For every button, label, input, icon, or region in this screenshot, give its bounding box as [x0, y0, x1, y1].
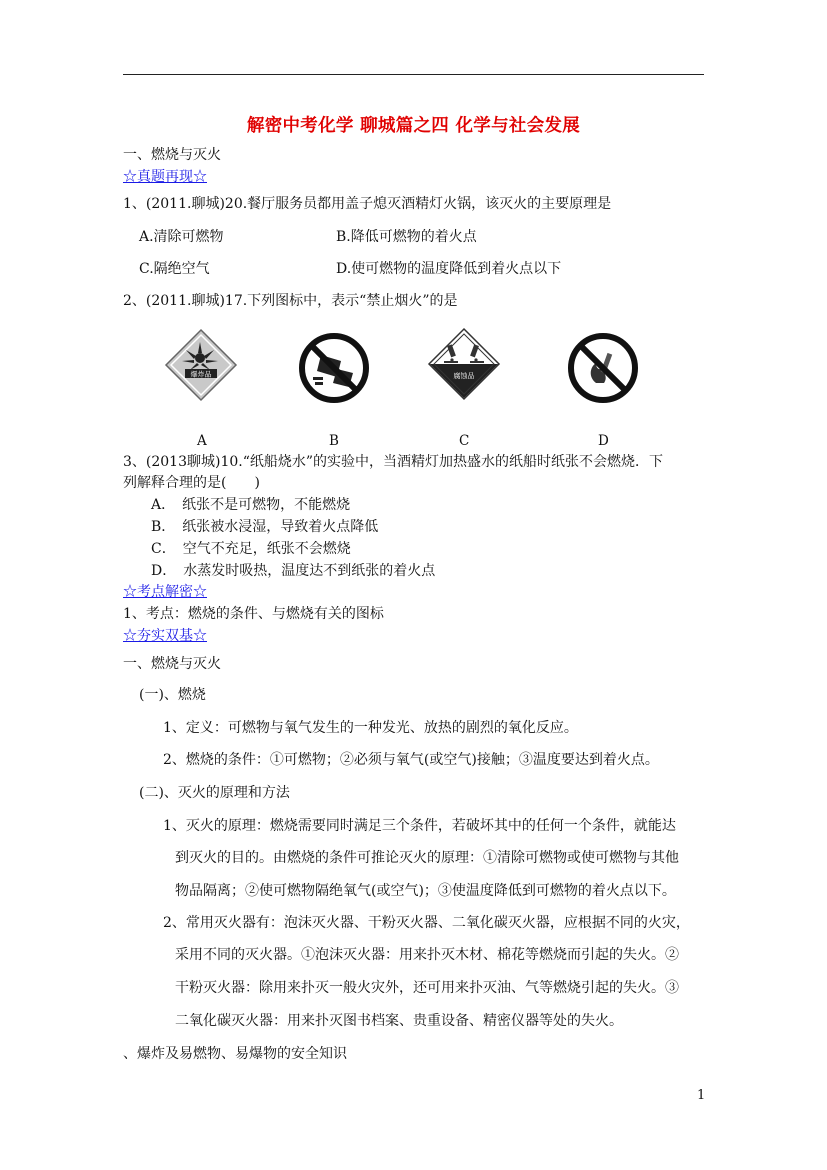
extinguish-principle-line3: 物品隔离；②使可燃物隔绝氧气(或空气)；③使温度降低到可燃物的着火点以下。	[175, 883, 676, 899]
corrosive-hazard-icon	[427, 327, 501, 401]
question-1-option-b: B.降低可燃物的着火点	[336, 229, 477, 245]
no-fire-sign-icon	[566, 331, 640, 405]
section-2-heading: 、爆炸及易燃物、易爆物的安全知识	[123, 1046, 347, 1062]
icon-label-d: D	[598, 433, 609, 449]
corrosive-icon-label: 腐蚀品	[453, 372, 475, 380]
extinguisher-types-line4: 二氧化碳灭火器：用来扑灭图书档案、贵重设备、精密仪器等处的失火。	[175, 1013, 623, 1029]
question-1-option-c: C.隔绝空气	[139, 261, 210, 277]
fundamentals-link[interactable]: ☆夯实双基☆	[123, 628, 207, 644]
question-1-option-a: A.清除可燃物	[139, 229, 224, 245]
key-points-link[interactable]: ☆考点解密☆	[123, 584, 207, 600]
section-heading: 一、燃烧与灭火	[123, 147, 221, 163]
subsection-combustion: (一)、燃烧	[139, 687, 206, 703]
icon-label-b: B	[329, 433, 339, 449]
question-1-stem: 1、(2011.聊城)20.餐厅服务员都用盖子熄灭酒精灯火锅，该灭火的主要原理是	[123, 196, 612, 212]
icon-label-a: A	[197, 433, 207, 449]
question-3-option-c: C． 空气不充足，纸张不会燃烧	[151, 541, 351, 557]
combustion-definition: 1、定义：可燃物与氧气发生的一种发光、放热的剧烈的氧化反应。	[163, 720, 578, 736]
question-3-stem-line1: 3、(2013聊城)10.“纸船烧水”的实验中，当酒精灯加热盛水的纸船时纸张不会燃烧．下	[123, 454, 664, 470]
question-3-option-b: B． 纸张被水浸湿，导致着火点降低	[151, 519, 379, 535]
question-3-option-a: A． 纸张不是可燃物，不能燃烧	[151, 497, 351, 513]
question-3-stem-line2: 列解释合理的是( )	[123, 475, 260, 491]
explosive-icon-label: 爆炸品	[190, 370, 212, 379]
extinguish-principle-line2: 到灭火的目的。由燃烧的条件可推论灭火的原理：①清除可燃物或使可燃物与其他	[175, 850, 679, 866]
real-questions-link[interactable]: ☆真题再现☆	[123, 169, 207, 185]
explosive-hazard-icon	[164, 328, 238, 402]
question-1-option-d: D.使可燃物的温度降低到着火点以下	[336, 261, 562, 277]
key-point-1: 1、考点：燃烧的条件、与燃烧有关的图标	[123, 606, 384, 622]
icon-label-c: C	[459, 433, 470, 449]
page-title: 解密中考化学 聊城篇之四 化学与社会发展	[246, 116, 581, 136]
question-3-option-d: D． 水蒸发时吸热，温度达不到纸张的着火点	[151, 563, 436, 579]
subsection-extinguishing: (二)、灭火的原理和方法	[139, 785, 290, 801]
extinguish-principle-line1: 1、灭火的原理：燃烧需要同时满足三个条件，若破坏其中的任何一个条件，就能达	[163, 818, 676, 834]
page-number: 1	[697, 1088, 706, 1103]
extinguisher-types-line3: 干粉灭火器：除用来扑灭一般火灾外，还可用来扑灭油、气等燃烧引起的失火。③	[175, 980, 679, 996]
combustion-conditions: 2、燃烧的条件：①可燃物；②必须与氧气(或空气)接触；③温度要达到着火点。	[163, 752, 659, 768]
extinguisher-types-line1: 2、常用灭火器有：泡沫灭火器、干粉灭火器、二氧化碳灭火器，应根据不同的火灾，	[163, 915, 690, 931]
prohibition-sign-icon	[297, 331, 371, 405]
extinguisher-types-line2: 采用不同的灭火器。①泡沫灭火器：用来扑灭木材、棉花等燃烧而引起的失火。②	[175, 947, 679, 963]
header-rule	[123, 74, 704, 75]
fundamentals-heading: 一、燃烧与灭火	[123, 656, 221, 672]
question-2-stem: 2、(2011.聊城)17.下列图标中，表示“禁止烟火”的是	[123, 293, 458, 309]
